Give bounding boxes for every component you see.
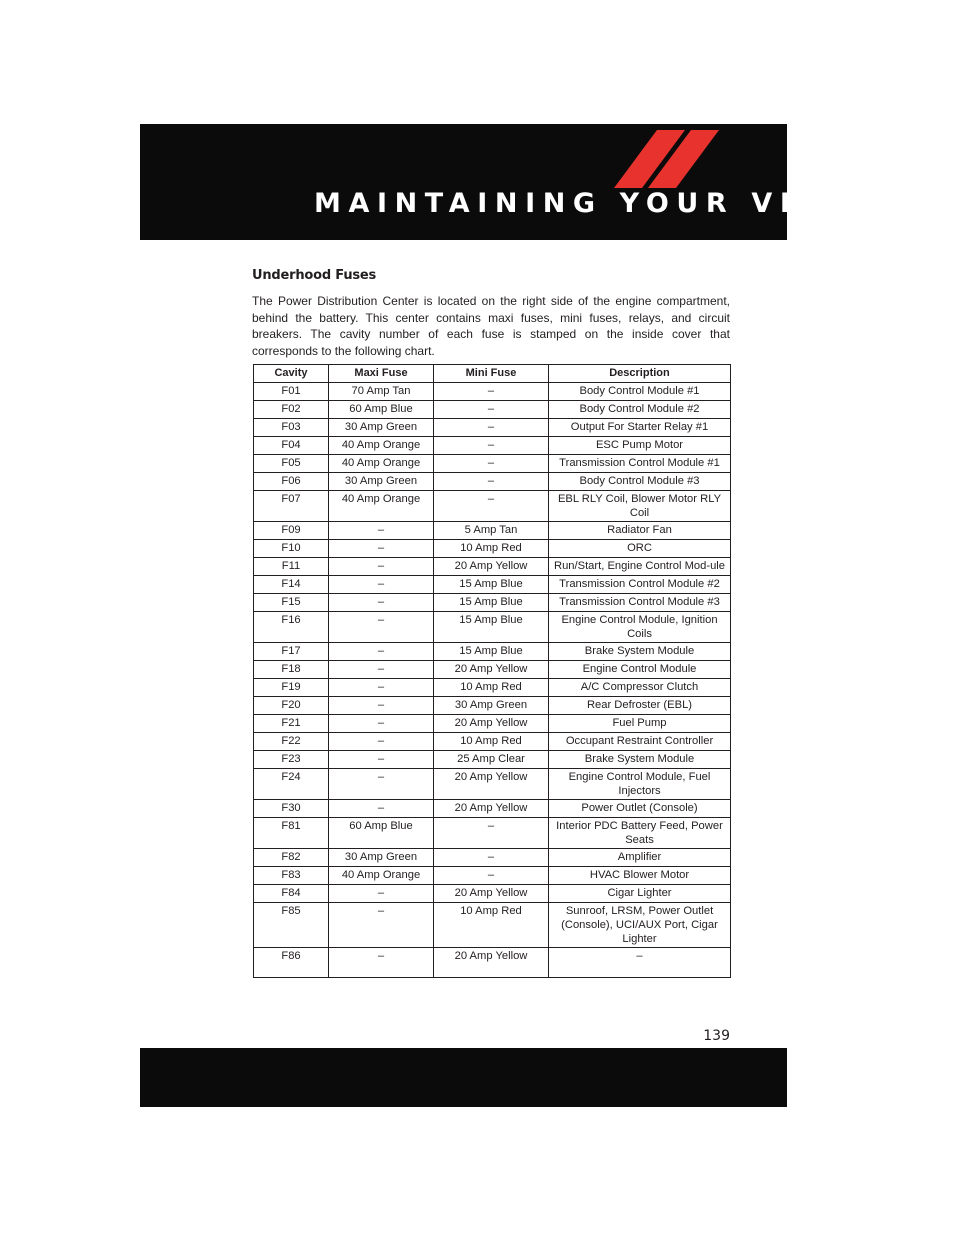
cell-description: –: [549, 948, 731, 978]
cell-cavity: F02: [254, 401, 329, 419]
table-row: [254, 594, 731, 612]
cell-mini-fuse: 20 Amp Yellow: [434, 558, 549, 576]
cell-mini-fuse: 15 Amp Blue: [434, 612, 549, 643]
cell-description: HVAC Blower Motor: [549, 867, 731, 885]
cell-cavity: F83: [254, 867, 329, 885]
table-row: [254, 867, 731, 885]
cell-mini-fuse: –: [434, 383, 549, 401]
cell-maxi-fuse: –: [329, 885, 434, 903]
cell-cavity: F05: [254, 455, 329, 473]
cell-maxi-fuse: 40 Amp Orange: [329, 867, 434, 885]
cell-maxi-fuse: –: [329, 558, 434, 576]
cell-mini-fuse: –: [434, 455, 549, 473]
cell-cavity: F17: [254, 643, 329, 661]
table-row: [254, 473, 731, 491]
brand-stripes-icon: [140, 124, 787, 240]
table-row: [254, 751, 731, 769]
cell-maxi-fuse: –: [329, 903, 434, 948]
cell-mini-fuse: 20 Amp Yellow: [434, 948, 549, 978]
cell-description: Engine Control Module, Ignition Coils: [549, 612, 731, 643]
cell-mini-fuse: 20 Amp Yellow: [434, 800, 549, 818]
table-row: [254, 540, 731, 558]
table-row: [254, 558, 731, 576]
cell-mini-fuse: 20 Amp Yellow: [434, 885, 549, 903]
cell-maxi-fuse: 40 Amp Orange: [329, 455, 434, 473]
cell-mini-fuse: –: [434, 491, 549, 522]
cell-mini-fuse: –: [434, 419, 549, 437]
cell-description: Power Outlet (Console): [549, 800, 731, 818]
cell-description: Rear Defroster (EBL): [549, 697, 731, 715]
cell-description: Brake System Module: [549, 643, 731, 661]
table-row: [254, 661, 731, 679]
cell-cavity: F06: [254, 473, 329, 491]
cell-maxi-fuse: 70 Amp Tan: [329, 383, 434, 401]
intro-paragraph: The Power Distribution Center is located on the right side of the engine compartment, behind the battery. This center contains maxi fuses, mini fuses, relays, and circuit breakers. The cavity number of each fuse is stamped on the inside cover that corresponds to the following chart.: [252, 294, 730, 358]
cell-description: Interior PDC Battery Feed, Power Seats: [549, 818, 731, 849]
cell-cavity: F23: [254, 751, 329, 769]
table-row: [254, 455, 731, 473]
cell-cavity: F16: [254, 612, 329, 643]
cell-mini-fuse: 15 Amp Blue: [434, 643, 549, 661]
table-row: [254, 383, 731, 401]
cell-mini-fuse: –: [434, 818, 549, 849]
chapter-header-band: [140, 124, 932, 240]
cell-maxi-fuse: 60 Amp Blue: [329, 818, 434, 849]
cell-cavity: F20: [254, 697, 329, 715]
cell-maxi-fuse: –: [329, 522, 434, 540]
cell-maxi-fuse: –: [329, 679, 434, 697]
cell-cavity: F86: [254, 948, 329, 978]
cell-cavity: F11: [254, 558, 329, 576]
cell-cavity: F10: [254, 540, 329, 558]
cell-maxi-fuse: –: [329, 751, 434, 769]
cell-cavity: F85: [254, 903, 329, 948]
table-row: [254, 612, 731, 643]
table-row: [254, 818, 731, 849]
table-row: [254, 948, 731, 978]
table-row: [254, 715, 731, 733]
cell-cavity: F15: [254, 594, 329, 612]
cell-cavity: F84: [254, 885, 329, 903]
cell-cavity: F22: [254, 733, 329, 751]
cell-maxi-fuse: –: [329, 661, 434, 679]
cell-mini-fuse: 10 Amp Red: [434, 679, 549, 697]
cell-mini-fuse: –: [434, 401, 549, 419]
cell-maxi-fuse: –: [329, 576, 434, 594]
column-header-mini-fuse: Mini Fuse: [434, 365, 549, 383]
cell-maxi-fuse: –: [329, 715, 434, 733]
cell-description: Transmission Control Module #2: [549, 576, 731, 594]
table-row: [254, 769, 731, 800]
cell-mini-fuse: 5 Amp Tan: [434, 522, 549, 540]
cell-mini-fuse: –: [434, 473, 549, 491]
page-number: 139: [703, 1028, 730, 1044]
cell-mini-fuse: 10 Amp Red: [434, 540, 549, 558]
table-row: [254, 576, 731, 594]
cell-cavity: F01: [254, 383, 329, 401]
cell-cavity: F03: [254, 419, 329, 437]
table-row: [254, 697, 731, 715]
table-row: [254, 800, 731, 818]
cell-mini-fuse: 10 Amp Red: [434, 733, 549, 751]
cell-maxi-fuse: –: [329, 800, 434, 818]
cell-description: Sunroof, LRSM, Power Outlet (Console), UCI/AUX Port, Cigar Lighter: [549, 903, 731, 948]
cell-description: Transmission Control Module #1: [549, 455, 731, 473]
cell-description: Radiator Fan: [549, 522, 731, 540]
cell-mini-fuse: 20 Amp Yellow: [434, 769, 549, 800]
cell-mini-fuse: 15 Amp Blue: [434, 594, 549, 612]
cell-description: Engine Control Module, Fuel Injectors: [549, 769, 731, 800]
column-header-maxi-fuse: Maxi Fuse: [329, 365, 434, 383]
section-heading: Underhood Fuses: [252, 268, 377, 283]
table-row: [254, 522, 731, 540]
table-row: [254, 903, 731, 948]
chapter-title: MAINTAINING YOUR VEHICLE: [314, 188, 932, 219]
cell-description: Body Control Module #1: [549, 383, 731, 401]
cell-mini-fuse: 15 Amp Blue: [434, 576, 549, 594]
cell-maxi-fuse: 40 Amp Orange: [329, 437, 434, 455]
cell-cavity: F19: [254, 679, 329, 697]
cell-maxi-fuse: –: [329, 733, 434, 751]
cell-cavity: F09: [254, 522, 329, 540]
cell-description: Amplifier: [549, 849, 731, 867]
cell-cavity: F24: [254, 769, 329, 800]
table-row: [254, 643, 731, 661]
table-row: [254, 401, 731, 419]
cell-mini-fuse: 20 Amp Yellow: [434, 715, 549, 733]
column-header-cavity: Cavity: [254, 365, 329, 383]
cell-mini-fuse: 30 Amp Green: [434, 697, 549, 715]
fuse-table: [253, 364, 731, 978]
cell-mini-fuse: –: [434, 849, 549, 867]
cell-description: Run/Start, Engine Control Mod-ule: [549, 558, 731, 576]
cell-maxi-fuse: –: [329, 594, 434, 612]
cell-maxi-fuse: –: [329, 769, 434, 800]
table-row: [254, 419, 731, 437]
cell-maxi-fuse: 40 Amp Orange: [329, 491, 434, 522]
cell-description: Cigar Lighter: [549, 885, 731, 903]
table-row: [254, 733, 731, 751]
cell-mini-fuse: 20 Amp Yellow: [434, 661, 549, 679]
cell-description: A/C Compressor Clutch: [549, 679, 731, 697]
cell-description: Transmission Control Module #3: [549, 594, 731, 612]
cell-description: ESC Pump Motor: [549, 437, 731, 455]
column-header-description: Description: [549, 365, 731, 383]
cell-maxi-fuse: –: [329, 697, 434, 715]
cell-cavity: F81: [254, 818, 329, 849]
footer-band: [140, 1048, 787, 1107]
cell-description: Body Control Module #3: [549, 473, 731, 491]
cell-mini-fuse: 25 Amp Clear: [434, 751, 549, 769]
cell-maxi-fuse: –: [329, 540, 434, 558]
table-row: [254, 679, 731, 697]
table-row: [254, 849, 731, 867]
cell-description: Brake System Module: [549, 751, 731, 769]
cell-mini-fuse: –: [434, 867, 549, 885]
cell-maxi-fuse: 60 Amp Blue: [329, 401, 434, 419]
cell-maxi-fuse: 30 Amp Green: [329, 419, 434, 437]
cell-mini-fuse: 10 Amp Red: [434, 903, 549, 948]
cell-maxi-fuse: –: [329, 612, 434, 643]
cell-mini-fuse: –: [434, 437, 549, 455]
cell-maxi-fuse: 30 Amp Green: [329, 473, 434, 491]
cell-description: Engine Control Module: [549, 661, 731, 679]
cell-description: Occupant Restraint Controller: [549, 733, 731, 751]
cell-description: Body Control Module #2: [549, 401, 731, 419]
cell-cavity: F04: [254, 437, 329, 455]
cell-cavity: F30: [254, 800, 329, 818]
cell-cavity: F07: [254, 491, 329, 522]
cell-cavity: F14: [254, 576, 329, 594]
cell-cavity: F82: [254, 849, 329, 867]
cell-cavity: F18: [254, 661, 329, 679]
cell-description: Output For Starter Relay #1: [549, 419, 731, 437]
table-row: [254, 885, 731, 903]
fuse-table-body: [254, 383, 731, 978]
cell-maxi-fuse: –: [329, 643, 434, 661]
cell-maxi-fuse: 30 Amp Green: [329, 849, 434, 867]
cell-maxi-fuse: –: [329, 948, 434, 978]
cell-description: ORC: [549, 540, 731, 558]
cell-cavity: F21: [254, 715, 329, 733]
table-row: [254, 491, 731, 522]
table-row: [254, 437, 731, 455]
cell-description: EBL RLY Coil, Blower Motor RLY Coil: [549, 491, 731, 522]
table-header-row: [254, 365, 731, 383]
cell-description: Fuel Pump: [549, 715, 731, 733]
